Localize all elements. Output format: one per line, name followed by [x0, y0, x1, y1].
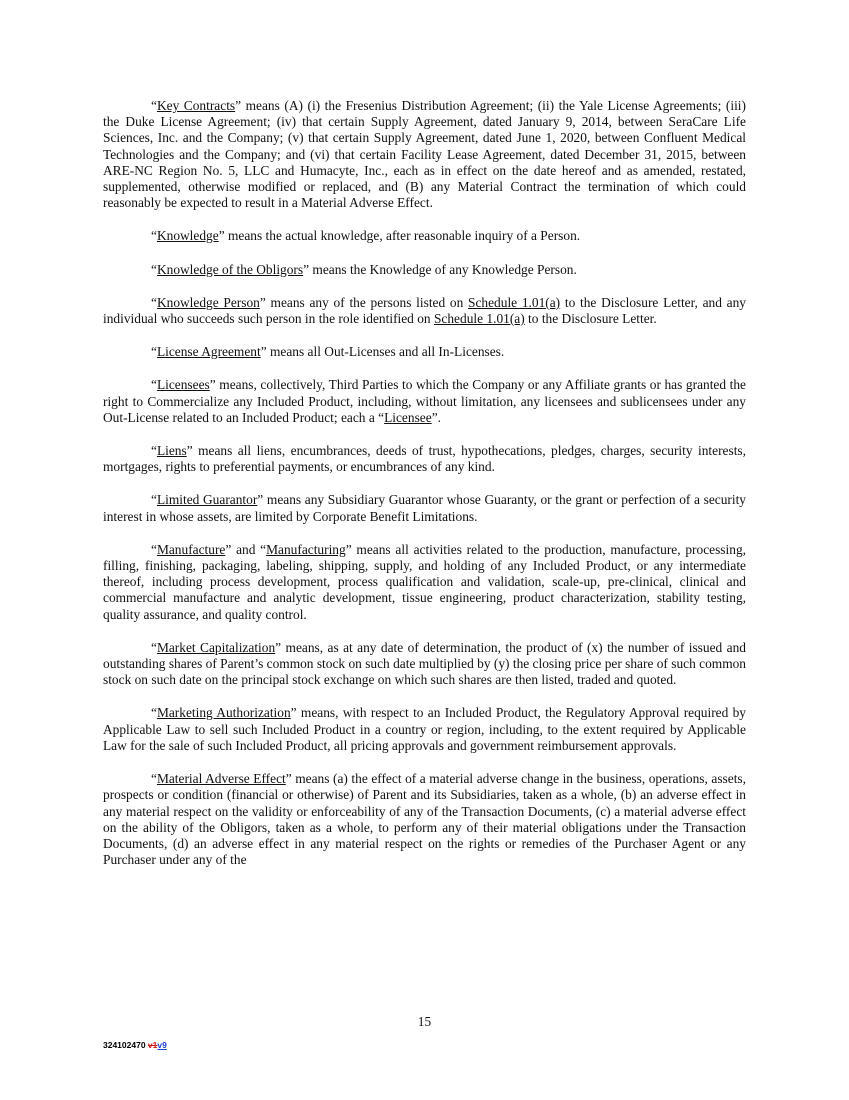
defined-term: Licensee: [384, 409, 432, 425]
definition-text: to the Disclosure Letter.: [524, 311, 657, 327]
document-id: [103, 1040, 167, 1050]
definition-license-agreement: “License Agreement” means all Out-Licenses and all In-Licenses.: [151, 344, 505, 360]
definition-knowledge: “Knowledge” means the actual knowledge, after reasonable inquiry of a Person.: [151, 228, 581, 244]
definition-material-adverse-effect: “Material Adverse Effect” means (a) the effect of a material adverse change in the business, operations, assets, prospects or condition (financial or otherwise) of Parent and its Subsidiaries, taken as a whole, (b) an adverse effect in any material respect on the validity or enforceability of any of the Transaction Documents, (c) a material adverse effect on the ability of the Obligors, taken as a whole, to perform any of their material obligations under the Transaction Documents, (d) an adverse effect in any material respect on the rights or remedies of the Purchaser Agent or any Purchaser under any of the: [103, 771, 746, 868]
defined-term: Market Capitalization: [156, 639, 276, 655]
schedule-reference: Schedule 1.01(a): [433, 311, 525, 327]
definitions-body: [103, 98, 746, 885]
defined-term: Liens: [156, 443, 187, 459]
definition-key-contracts: “Key Contracts” means (A) (i) the Fresenius Distribution Agreement; (ii) the Yale License Agreements; (iii) the Duke License Agreement; (iv) that certain Supply Agreement, dated January 9, 2014, between SeraCare Life Sciences, Inc. and the Company; (v) that certain Supply Agreement, dated June 1, 2020, between Confluent Medical Technologies and the Company; and (vi) that certain Facility Lease Agreement, dated December 31, 2015, between ARE-NC Region No. 5, LLC and Humacyte, Inc., each as in effect on the date hereof and as amended, restated, supplemented, otherwise modified or replaced, and (B) any Material Contract the termination of which could reasonably be expected to result in a Material Adverse Effect.: [103, 98, 746, 211]
definition-limited-guarantor: “Limited Guarantor” means any Subsidiary Guarantor whose Guaranty, or the grant or perfection of a security interest in whose assets, are limited by Corporate Benefit Limitations.: [103, 492, 747, 524]
definition-text: means all liens, encumbrances, deeds of trust, hypothecations, pledges, charges, security interests, mortgages, rights to preferential payments, or encumbrances of any kind.: [103, 443, 746, 475]
page-number: 15: [417, 1014, 432, 1029]
definition-knowledge-person: “Knowledge Person” means any of the persons listed on Schedule 1.01(a) to the Disclosure Letter, and any individual who succeeds such person in the role identified on Schedule 1.01(a) to the Disclosure Letter.: [103, 294, 747, 327]
defined-term: Licensees: [156, 377, 210, 393]
defined-term: Limited Guarantor: [156, 492, 258, 508]
definition-text: means all activities related to the production, manufacture, processing, filling, finishing, packaging, labeling, shipping, supply, and holding of any Included Product, or any intermediate thereof, including process development, process qualification and validation, scale-up, pre-clinical, clinical and commercial manufacture and analytic development, tissue engineering, product characterization, stability testing, quality assurance, and quality control.: [103, 541, 746, 622]
deleted-version: v1: [147, 1040, 158, 1050]
definition-text: means the Knowledge of any Knowledge Person.: [309, 261, 577, 277]
definition-text: means (A) (i) the Fresenius Distribution Agreement; (ii) the Yale License Agreements; (iii) the Duke License Agreement; (iv) that certain Supply Agreement, dated January 9, 2014, between SeraCare Life Sciences, Inc. and the Company; (v) that certain Supply Agreement, dated June 1, 2020, between Confluent Medical Technologies and the Company; and (vi) that certain Facility Lease Agreement, dated December 31, 2015, between ARE-NC Region No. 5, LLC and Humacyte, Inc., each as in effect on the date hereof and as amended, restated, supplemented, otherwise modified or replaced, and (B) any Material Contract the termination of which could reasonably be expected to result in a Material Adverse Effect.: [103, 98, 746, 211]
defined-term: Manufacturing: [266, 541, 346, 557]
defined-term: Marketing Authorization: [156, 705, 291, 721]
definition-text: means all Out-Licenses and all In-Licenses.: [266, 344, 505, 360]
defined-term: Key Contracts: [156, 98, 236, 113]
definition-text: means, with respect to an Included Product, the Regulatory Approval required by Applicable Law to sell such Included Product in a country or region, including, to the extent required by Applicable Law for the sale of such Included Product, all pricing approvals and government reimbursement approvals.: [103, 705, 746, 753]
inserted-version: v9: [157, 1040, 167, 1050]
definition-text: to the Disclosure Letter, and any individual who succeeds such person in the role identified on: [103, 294, 747, 327]
defined-term: Material Adverse Effect: [156, 771, 286, 787]
definition-text: means, as at any date of determination, the product of (x) the number of issued and outstanding shares of Parent’s common stock on such date multiplied by (y) the closing price per share of such common stock on such date on the principal stock exchange on which such shares are then listed, traded and quoted.: [103, 639, 746, 688]
definition-licensees: “Licensees” means, collectively, Third Parties to which the Company or any Affiliate grants or has granted the right to Commercialize any Included Product, including, without limitation, any licensees and sublicensees under any Out-License related to an Included Product; each a “Licensee”.: [103, 377, 746, 425]
definition-text: means, collectively, Third Parties to which the Company or any Affiliate grants or has granted the right to Commercialize any Included Product, including, without limitation, any licensees and sublicensees under any Out-License related to an Included Product; each a “: [103, 377, 746, 425]
term-joiner: ” and “: [225, 541, 267, 557]
definition-text: means any of the persons listed on: [265, 294, 469, 310]
definition-manufacture: “Manufacture” and “Manufacturing” means all activities related to the production, manufacture, processing, filling, finishing, packaging, labeling, shipping, supply, and holding of any Included Product, or any intermediate thereof, including process development, process qualification and validation, scale-up, pre-clinical, clinical and commercial manufacture and analytic development, tissue engineering, product characterization, stability testing, quality assurance, and quality control.: [103, 541, 746, 622]
definition-text: ”.: [431, 409, 441, 425]
definition-liens: “Liens” means all liens, encumbrances, deeds of trust, hypothecations, pledges, charges, security interests, mortgages, rights to preferential payments, or encumbrances of any kind.: [103, 443, 746, 475]
defined-term: Knowledge Person: [156, 294, 260, 310]
definition-text: means any Subsidiary Guarantor whose Guaranty, or the grant or perfection of a security interest in whose assets, are limited by Corporate Benefit Limitations.: [103, 492, 747, 524]
definition-marketing-authorization: “Marketing Authorization” means, with respect to an Included Product, the Regulatory Approval required by Applicable Law to sell such Included Product in a country or region, including, to the extent required by Applicable Law for the sale of such Included Product, all pricing approvals and government reimbursement approvals.: [103, 705, 746, 753]
defined-term: Knowledge of the Obligors: [156, 261, 304, 277]
definition-market-capitalization: “Market Capitalization” means, as at any date of determination, the product of (x) the number of issued and outstanding shares of Parent’s common stock on such date multiplied by (y) the closing price per share of such common stock on such date on the principal stock exchange on which such shares are then listed, traded and quoted.: [103, 639, 746, 688]
document-id-number: 324102470: [103, 1040, 148, 1050]
schedule-reference: Schedule 1.01(a): [468, 294, 561, 310]
defined-term: License Agreement: [156, 344, 261, 360]
definition-text: means the actual knowledge, after reasonable inquiry of a Person.: [224, 228, 581, 244]
defined-term: Knowledge: [156, 228, 219, 244]
definition-knowledge-of-the-obligors: “Knowledge of the Obligors” means the Knowledge of any Knowledge Person.: [151, 261, 577, 277]
definition-text: means (a) the effect of a material adverse change in the business, operations, assets, prospects or condition (financial or otherwise) of Parent and its Subsidiaries, taken as a whole, (b) an adverse effect in any material respect on the validity or enforceability of any of the Transaction Documents, (c) a material adverse effect on the ability of the Obligors, taken as a whole, to perform any of their material obligations under the Transaction Documents, (d) an adverse effect in any material respect on the rights or remedies of the Purchaser Agent or any Purchaser under any of the: [103, 771, 746, 868]
defined-term: Manufacture: [156, 541, 226, 557]
